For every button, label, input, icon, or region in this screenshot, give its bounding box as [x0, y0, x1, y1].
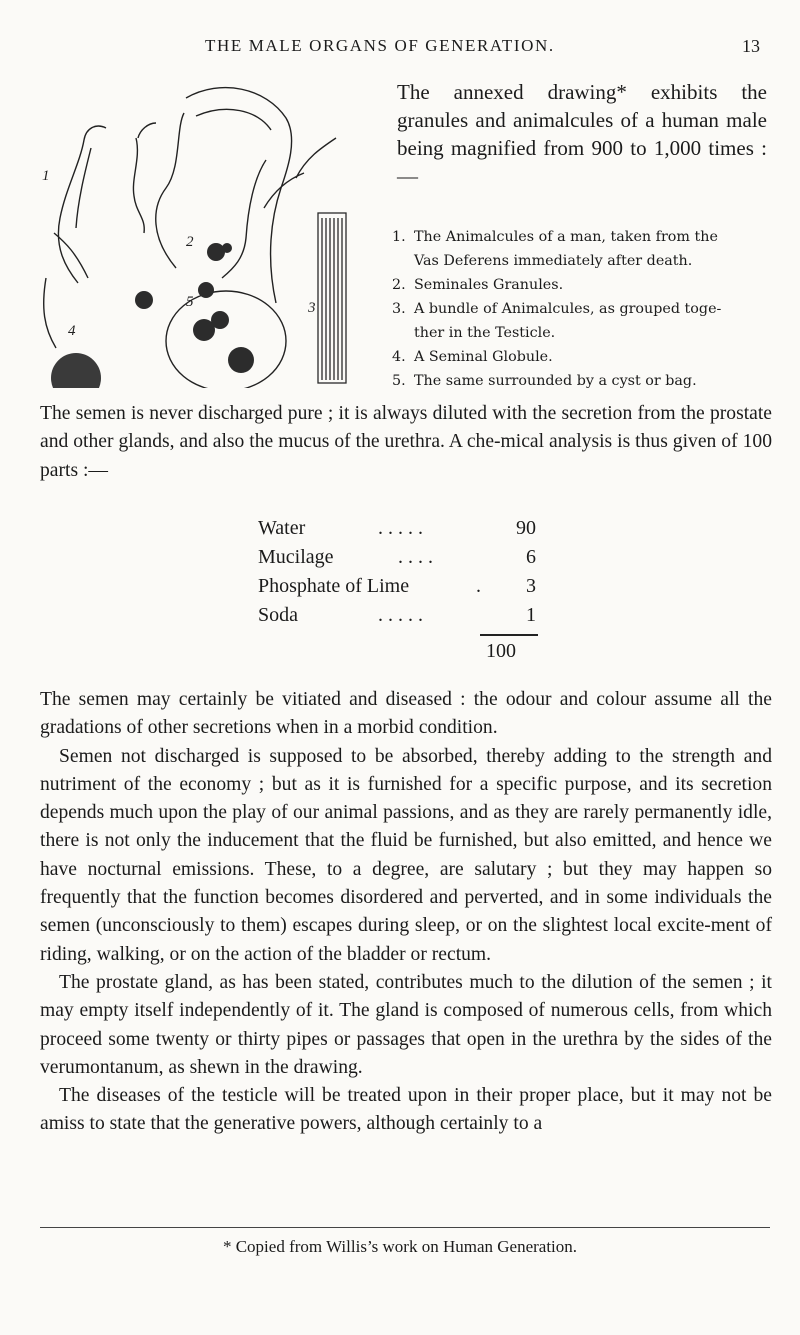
analysis-row: Soda . . . . . 1	[258, 604, 536, 626]
legend-continuation: ther in the Testicle.	[414, 325, 556, 341]
paragraph: The semen is never discharged pure ; it is always diluted with the secretion from the prostate and other glands, and also the mucus of the urethra. A che-mical analysis is thus given of 100 parts :—	[40, 403, 772, 481]
analysis-row: Mucilage . . . . 6	[258, 546, 536, 568]
paragraph: Semen not discharged is supposed to be absorbed, thereby adding to the strength and nutriment of the economy ; but as it is furnished for a specific purpose, and its secretion depends much upon the play of our animal passions, and as they are rarely permanently idle, there is not only the inducement that the fluid be furnished, but also emitted, and hence we have nocturnal emissions. These, to a degree, are salutary ; but they may happen so frequently that the function becomes disordered and perverted, and in some individuals the semen (unconsciously to them) escapes during sleep, or on the slightest local excite-ment of riding, walking, or on the action of the bladder or rectum.	[40, 745, 772, 965]
footnote: * Copied from Willis’s work on Human Generation.	[222, 1237, 578, 1256]
sum-rule	[480, 634, 538, 636]
chemical-analysis-table	[258, 514, 558, 630]
paragraph: The semen may certainly be vitiated and diseased : the odour and colour assume all the gradations of other secretions when in a morbid condition.	[40, 689, 772, 739]
footnote-rule	[40, 1227, 770, 1228]
figure-drawing	[36, 68, 376, 388]
figure-label-1: 1	[42, 168, 50, 184]
analysis-row: Water . . . . . 90	[258, 517, 536, 539]
figure-legend	[392, 225, 787, 393]
legend-item: 1. The Animalcules of a man, taken from the	[392, 229, 718, 245]
analysis-total: 100	[486, 640, 516, 662]
legend-item: 2. Seminales Granules.	[392, 277, 564, 293]
legend-item: 3. A bundle of Animalcules, as grouped toge-	[392, 301, 722, 317]
legend-item: 4. A Seminal Globule.	[392, 349, 553, 365]
analysis-row: Phosphate of Lime . 3	[258, 575, 536, 597]
legend-item: 5. The same surrounded by a cyst or bag.	[392, 373, 697, 389]
figure-label-3: 3	[308, 300, 316, 316]
paragraph: The diseases of the testicle will be treated upon in their proper place, but it may not be amiss to state that the generative powers, although certainly to a	[40, 1085, 772, 1135]
microscope-figure	[36, 68, 376, 388]
running-title: THE MALE ORGANS OF GENERATION.	[205, 36, 555, 55]
figure-label-4: 4	[68, 323, 76, 339]
running-head	[0, 36, 800, 58]
paragraph: The prostate gland, as has been stated, contributes much to the dilution of the semen ; it may empty itself independently of it. The gland is composed of numerous cells, from which proceed some twenty or thirty pipes or passages that open in the urethra by the sides of the verumontanum, as shewn in the drawing.	[40, 971, 772, 1078]
figure-intro: The annexed drawing* exhibits the granules and animalcules of a human male being magnified from 900 to 1,000 times :—	[397, 80, 767, 188]
main-text	[40, 686, 772, 1139]
figure-label-5: 5	[186, 294, 194, 310]
paragraph-dilution	[40, 400, 772, 485]
legend-continuation: Vas Deferens immediately after death.	[414, 253, 693, 269]
figure-label-2: 2	[186, 234, 194, 250]
page-number: 13	[742, 36, 760, 56]
